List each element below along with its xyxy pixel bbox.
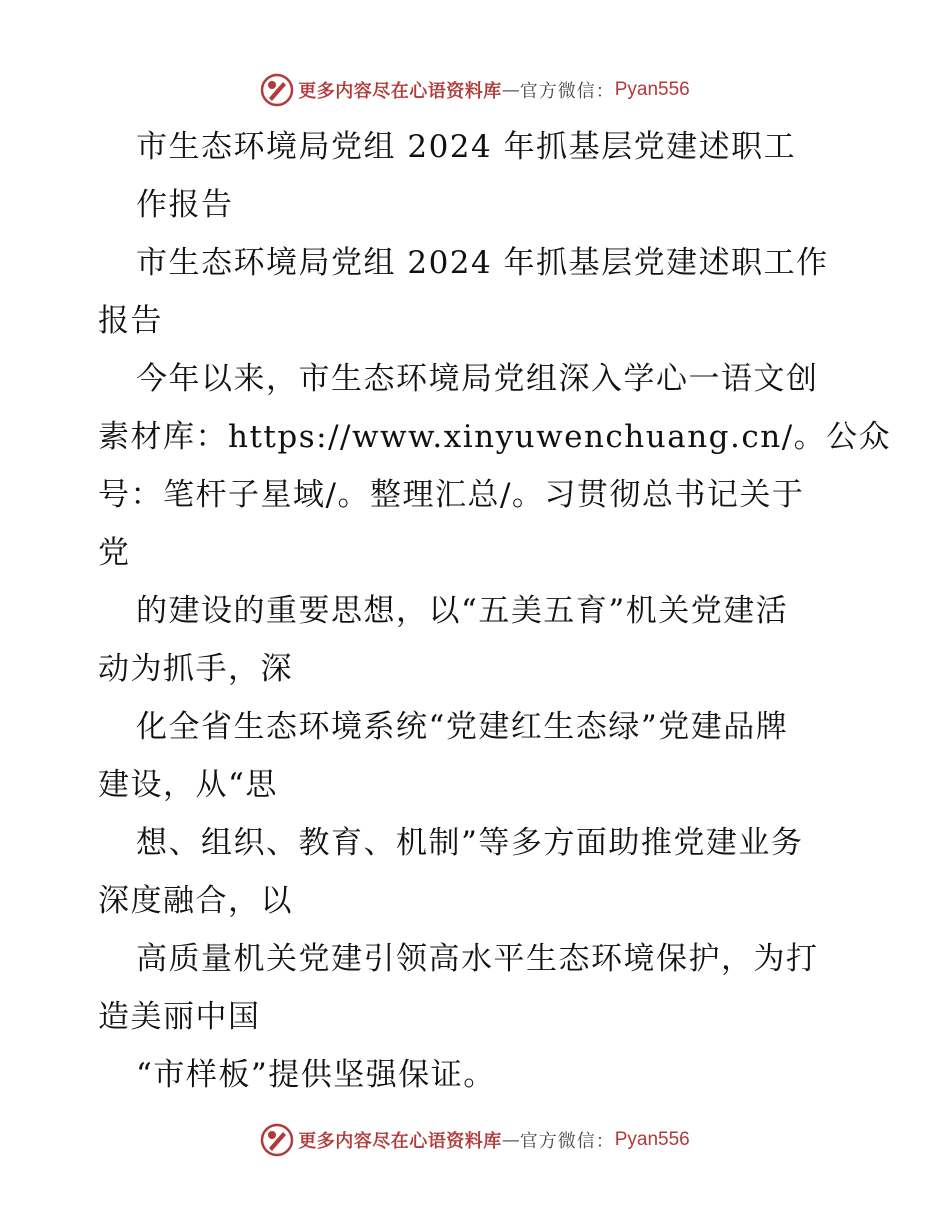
banner-dash: — <box>501 79 520 101</box>
title-line-1: 市生态环境局党组 2024 年抓基层党建述职工 <box>136 129 797 165</box>
header-banner <box>0 70 950 110</box>
paragraph-line: 动为抓手，深 <box>98 651 293 687</box>
paragraph-line: 今年以来，市生态环境局党组深入学心一语文创 <box>136 361 819 397</box>
paragraph-line: 造美丽中国 <box>98 999 261 1035</box>
paragraph-line: “市样板”提供坚强保证。 <box>136 1057 496 1093</box>
pen-logo-icon <box>260 73 294 107</box>
paragraph-line: 的建设的重要思想，以“五美五育”机关党建活 <box>136 593 789 629</box>
paragraph-line: 化全省生态环境系统“党建红生态绿”党建品牌 <box>136 709 789 745</box>
paragraph-line: 高质量机关党建引领高水平生态环境保护，为打 <box>136 941 819 977</box>
paragraph-line: 深度融合，以 <box>98 883 293 919</box>
banner-wechat-id: Pyan556 <box>614 79 690 100</box>
subtitle-line-1: 市生态环境局党组 2024 年抓基层党建述职工作 <box>136 245 829 281</box>
paragraph-line: 建设，从“思 <box>98 767 278 803</box>
banner-lead-text: 更多内容尽在心语资料库 <box>298 1131 502 1152</box>
banner-wechat-id: Pyan556 <box>614 1129 690 1150</box>
paragraph-line: 想、组织、教育、机制”等多方面助推党建业务 <box>136 825 804 861</box>
document-body <box>98 118 892 1104</box>
pen-logo-icon <box>260 1123 294 1157</box>
banner-dash: — <box>501 1129 520 1151</box>
subtitle-line-2: 报告 <box>98 303 163 339</box>
paragraph-line: 素材库：https://www.xinyuwenchuang.cn/。公众 <box>98 419 892 455</box>
banner-lead-text: 更多内容尽在心语资料库 <box>298 81 502 102</box>
banner-official-text: 官方微信： <box>519 81 615 102</box>
banner-official-text: 官方微信： <box>519 1131 615 1152</box>
title-line-2: 作报告 <box>136 187 234 223</box>
paragraph-line: 党 <box>98 535 131 571</box>
paragraph-line: 号：笔杆子星域/。整理汇总/。习贯彻总书记关于 <box>98 477 805 513</box>
footer-banner <box>0 1120 950 1160</box>
